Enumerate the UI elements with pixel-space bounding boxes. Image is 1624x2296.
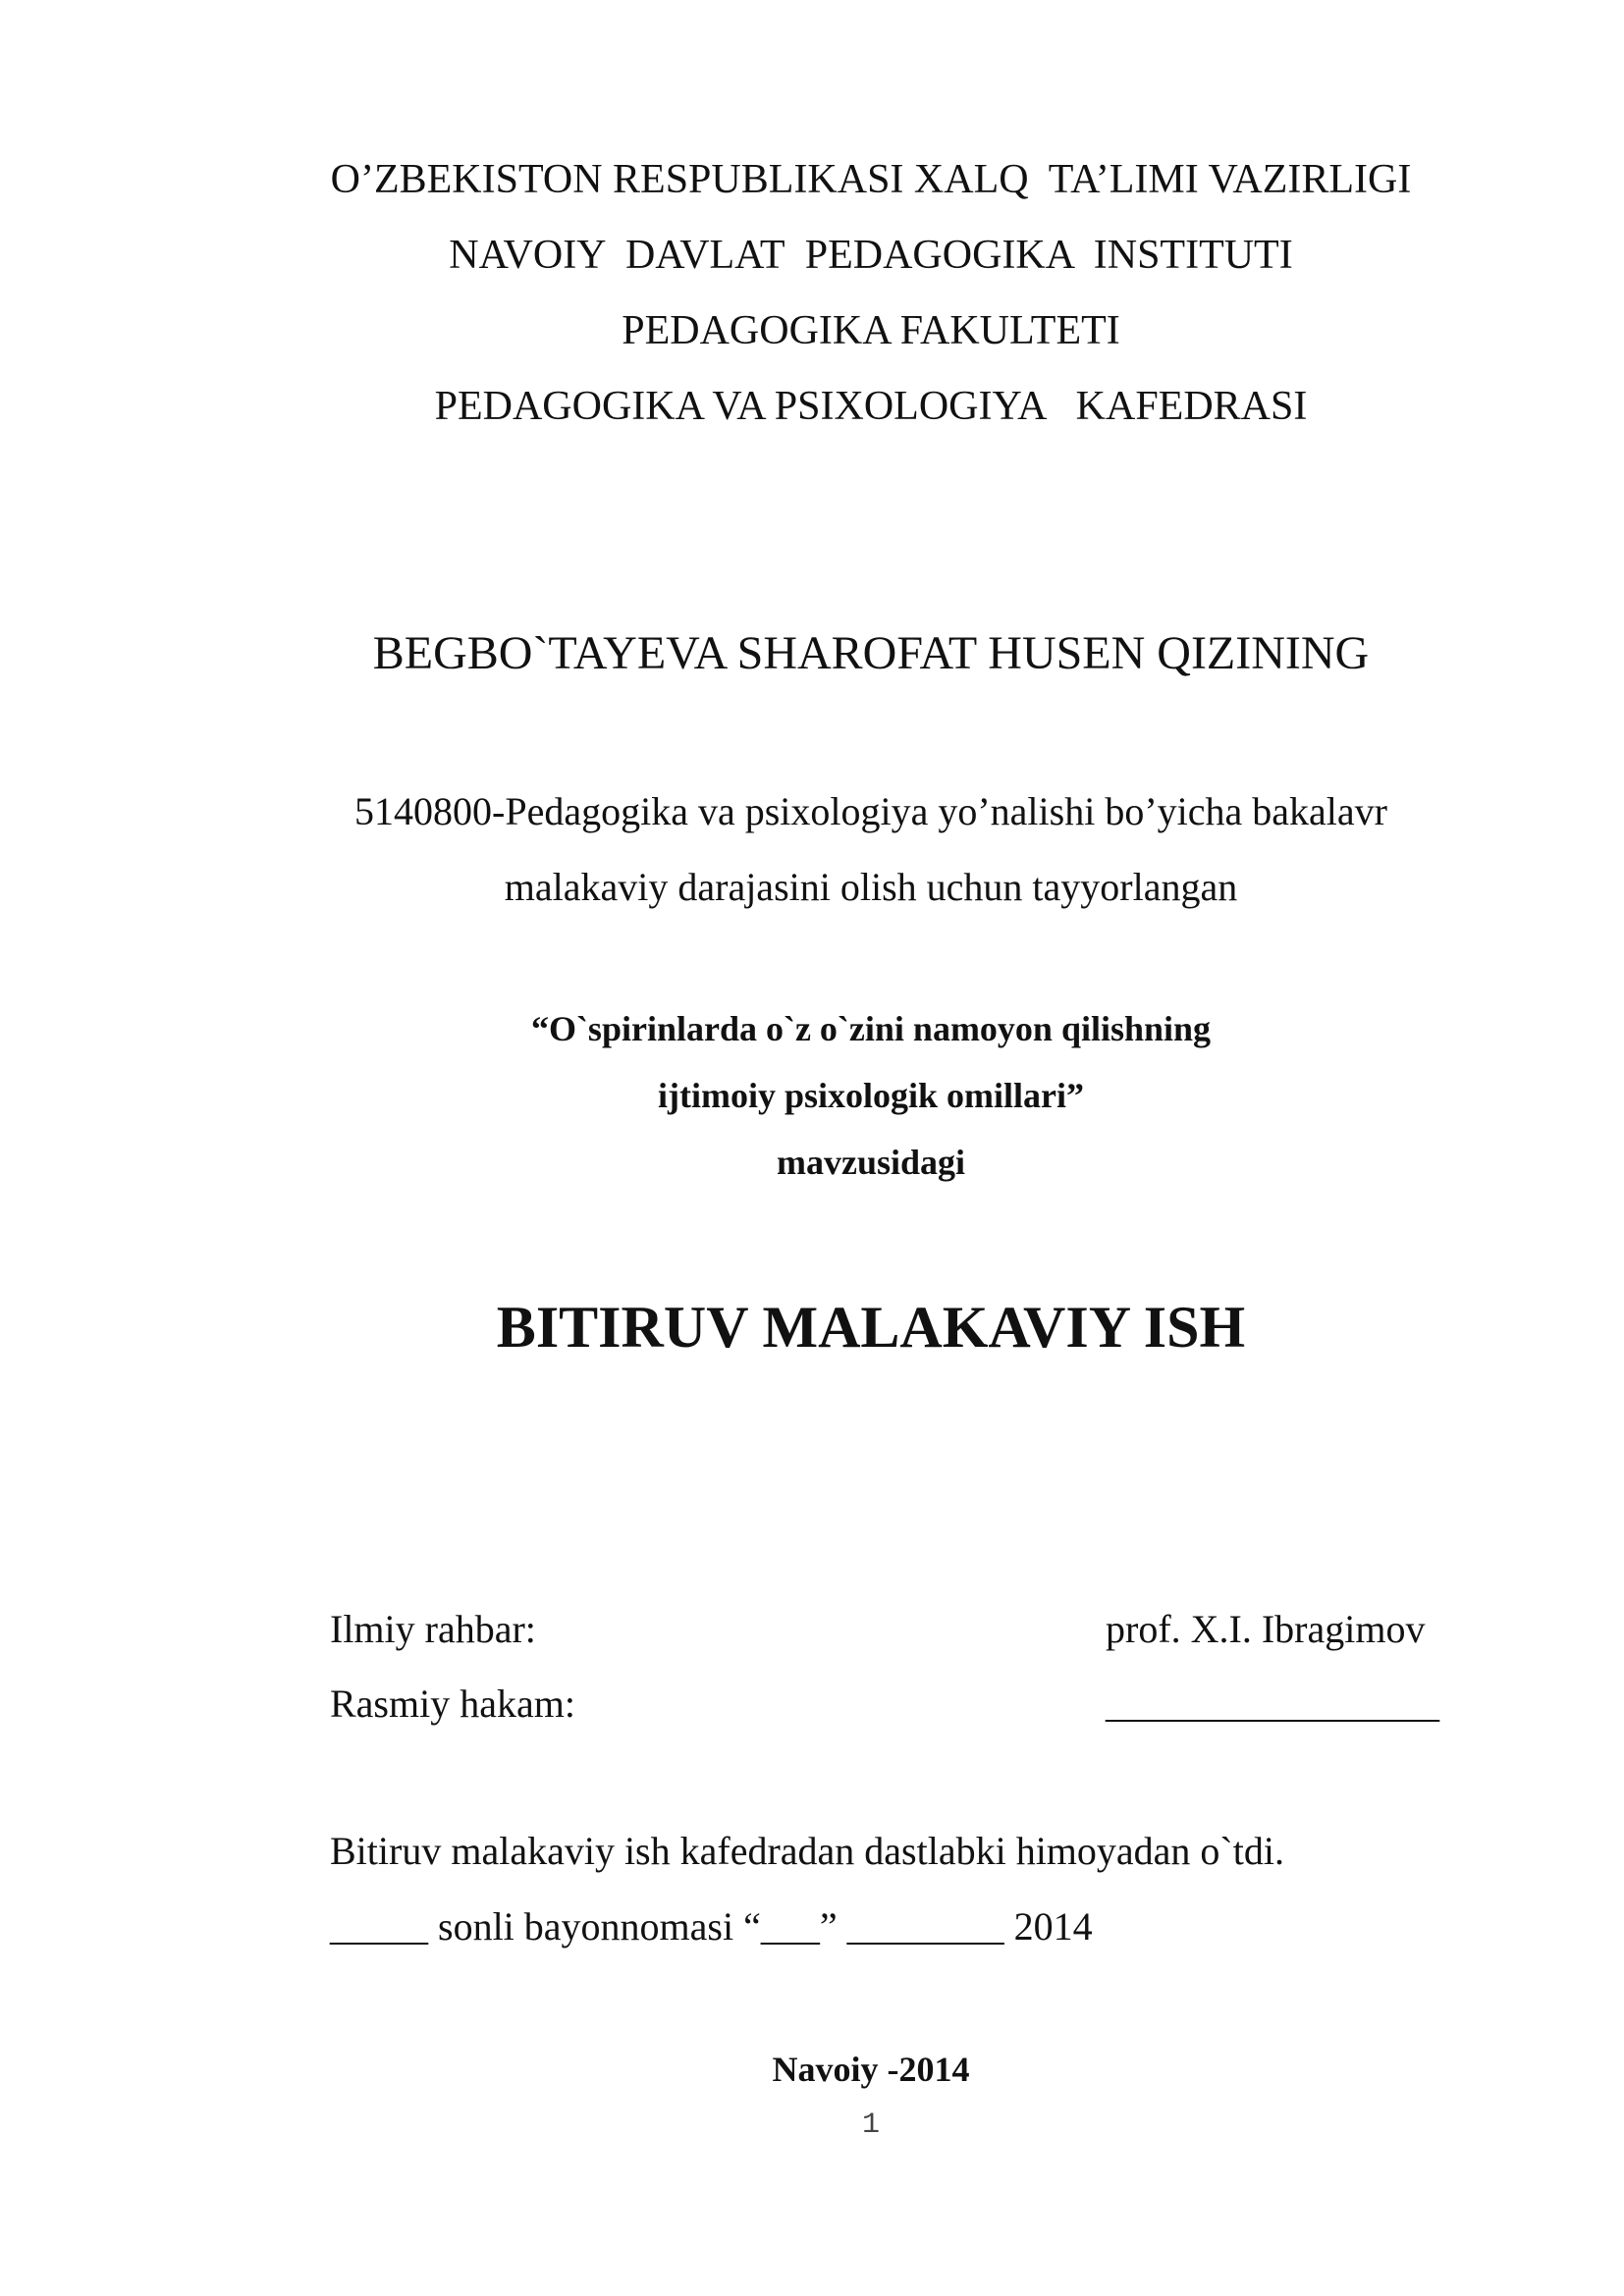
defense-line-1: Bitiruv malakaviy ish kafedradan dastlabki himoyadan o`tdi. [330,1829,1284,1873]
advisor-label: Ilmiy rahbar: [330,1607,536,1651]
topic-line-3: mavzusidagi [776,1143,966,1182]
advisor-value: prof. X.I. Ibragimov [1106,1607,1426,1651]
reviewer-value: _________________ [1106,1682,1439,1726]
ministry-heading: O’ZBEKISTON RESPUBLIKASI XALQ TA’LIMI VAZIRLIGI [330,157,1412,202]
degree-line-1: 5140800-Pedagogika va psixologiya yo’nalishi bo’yicha bakalavr [354,789,1387,833]
topic-line-1: “O`spirinlarda o`z o`zini namoyon qilishning [530,1009,1212,1048]
page-number: 1 [861,2109,880,2142]
author-name: BEGBO`TAYEVA SHAROFAT HUSEN QIZINING [372,627,1370,679]
institute-heading: NAVOIY DAVLAT PEDAGOGIKA INSTITUTI [449,233,1293,278]
place-year: Navoiy -2014 [772,2050,970,2089]
topic-line-2: ijtimoiy psixologik omillari” [657,1076,1084,1115]
work-title: BITIRUV MALAKAVIY ISH [496,1295,1246,1360]
department-heading: PEDAGOGIKA VA PSIXOLOGIYA KAFEDRASI [434,384,1308,429]
reviewer-label: Rasmiy hakam: [330,1682,575,1726]
defense-line-2: _____ sonli bayonnomasi “___” ________ 2014 [330,1904,1093,1949]
faculty-heading: PEDAGOGIKA FAKULTETI [622,308,1120,353]
degree-line-2: malakaviy darajasini olish uchun tayyorlangan [504,865,1238,909]
